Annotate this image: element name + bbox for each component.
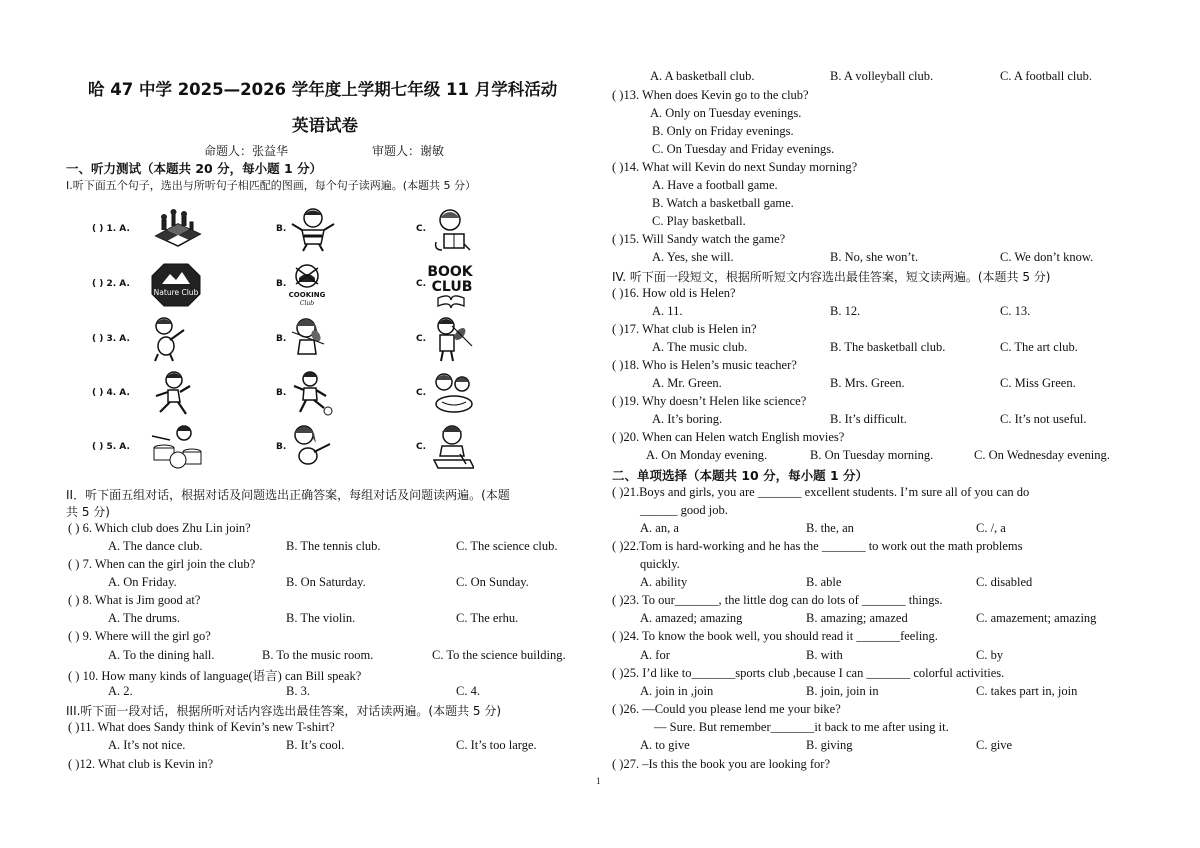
q8-option-a[interactable]: A. The drums. (108, 611, 180, 625)
q11-option-c[interactable]: C. It’s too large. (456, 738, 537, 752)
q17-option-c[interactable]: C. The art club. (1000, 340, 1078, 354)
q16-option-c[interactable]: C. 13. (1000, 304, 1031, 318)
q21-option-c[interactable]: C. /, a (976, 521, 1006, 535)
question-22-line1: ( )22.Tom is hard-working and he has the _______ to work out the math problems (612, 539, 1023, 553)
q20-option-c[interactable]: C. On Wednesday evening. (974, 448, 1110, 462)
setter-name: 命题人：张益华 (204, 144, 289, 158)
football-boy-picture (288, 370, 334, 416)
q15-option-c[interactable]: C. We don’t know. (1000, 250, 1094, 264)
question-25: ( )25. I’d like to_______sports club ,because I can _______ colorful activities. (612, 666, 1005, 680)
q25-option-b[interactable]: B. join, join in (806, 684, 879, 698)
q17-option-b[interactable]: B. The basketball club. (830, 340, 946, 354)
row1-b: B. (276, 224, 287, 234)
q22-option-b[interactable]: B. able (806, 575, 842, 589)
nature-club-text: Nature Club (153, 288, 199, 297)
row3-label: ( ) 3. A. (92, 334, 130, 344)
question-9: ( ) 9. Where will the girl go? (68, 629, 211, 643)
q7-option-c[interactable]: C. On Sunday. (456, 575, 529, 589)
part1-heading: 一、听力测试（本题共 20 分，每小题 1 分） (66, 161, 323, 176)
q14-option-a[interactable]: A. Have a football game. (652, 178, 778, 192)
q7-option-a[interactable]: A. On Friday. (108, 575, 177, 589)
q11-option-a[interactable]: A. It’s not nice. (108, 738, 186, 752)
q9-option-b[interactable]: B. To the music room. (262, 648, 374, 662)
question-26-line2: — Sure. But remember_______it back to me after using it. (654, 720, 949, 734)
q16-option-b[interactable]: B. 12. (830, 304, 861, 318)
q18-option-b[interactable]: B. Mrs. Green. (830, 376, 905, 390)
q8-option-b[interactable]: B. The violin. (286, 611, 356, 625)
q24-option-b[interactable]: B. with (806, 648, 843, 662)
section2-instruction-line2: 共 5 分) (66, 505, 110, 519)
q6-option-c[interactable]: C. The science club. (456, 539, 558, 553)
q7-option-b[interactable]: B. On Saturday. (286, 575, 366, 589)
question-20: ( )20. When can Helen watch English movies? (612, 430, 845, 444)
question-14: ( )14. What will Kevin do next Sunday morning? (612, 160, 858, 174)
row5-b: B. (276, 442, 287, 452)
q18-option-a[interactable]: A. Mr. Green. (652, 376, 722, 390)
girl-guitar-picture (286, 424, 332, 470)
karate-boy-picture (288, 206, 338, 252)
q21-option-a[interactable]: A. an, a (640, 521, 679, 535)
cooking-club-logo-picture (286, 262, 328, 308)
violin-boy-picture (430, 316, 474, 362)
q14-option-c[interactable]: C. Play basketball. (652, 214, 746, 228)
question-13: ( )13. When does Kevin go to the club? (612, 88, 809, 102)
section4-instruction: IV. 听下面一段短文，根据所听短文内容选出最佳答案，短文读两遍。(本题共 5 分) (612, 270, 1051, 284)
section3-instruction: III.听下面一段对话，根据所听对话内容选出最佳答案，对话读两遍。(本题共 5 分) (66, 704, 502, 718)
chessboard-picture (150, 206, 204, 250)
row5-label: ( ) 5. A. (92, 442, 130, 452)
question-10: ( ) 10. How many kinds of language(语言) can Bill speak? (68, 669, 362, 683)
q13-option-c[interactable]: C. On Tuesday and Friday evenings. (652, 142, 835, 156)
q19-option-c[interactable]: C. It’s not useful. (1000, 412, 1087, 426)
q11-option-b[interactable]: B. It’s cool. (286, 738, 345, 752)
q19-option-a[interactable]: A. It’s boring. (652, 412, 723, 426)
q6-option-b[interactable]: B. The tennis club. (286, 539, 381, 553)
q9-option-a[interactable]: A. To the dining hall. (108, 648, 215, 662)
question-21-line2: ______ good job. (640, 503, 728, 517)
section2-instruction-line1: II．听下面五组对话，根据对话及问题选出正确答案，每组对话及问题读两遍。(本题 (66, 488, 510, 502)
q18-option-c[interactable]: C. Miss Green. (1000, 376, 1076, 390)
question-18: ( )18. Who is Helen’s music teacher? (612, 358, 797, 372)
row5-c: C. (416, 442, 427, 452)
row2-c: C. (416, 279, 427, 289)
q6-option-a[interactable]: A. The dance club. (108, 539, 203, 553)
q12-option-b[interactable]: B. A volleyball club. (830, 69, 934, 83)
question-21-line1: ( )21.Boys and girls, you are _______ excellent students. I’m sure all of you can do (612, 485, 1030, 499)
section1-instruction: I.听下面五个句子，选出与所听句子相匹配的图画，每个句子读两遍。(本题共 5 分） (66, 179, 477, 192)
q21-option-b[interactable]: B. the, an (806, 521, 854, 535)
drums-boy-picture (150, 424, 206, 470)
q8-option-c[interactable]: C. The erhu. (456, 611, 519, 625)
q15-option-a[interactable]: A. Yes, she will. (652, 250, 734, 264)
cooking-text: COOKING (288, 291, 326, 299)
q23-option-c[interactable]: C. amazement; amazing (976, 611, 1097, 625)
question-7: ( ) 7. When can the girl join the club? (68, 557, 256, 571)
question-17: ( )17. What club is Helen in? (612, 322, 757, 336)
row1-label: ( ) 1. A. (92, 224, 130, 234)
question-19: ( )19. Why doesn’t Helen like science? (612, 394, 807, 408)
q12-option-a[interactable]: A. A basketball club. (650, 69, 755, 83)
q20-option-b[interactable]: B. On Tuesday morning. (810, 448, 934, 462)
reading-boy-picture (430, 206, 474, 252)
row4-b: B. (276, 388, 287, 398)
q12-option-c[interactable]: C. A football club. (1000, 69, 1093, 83)
q22-option-a[interactable]: A. ability (640, 575, 688, 589)
question-27: ( )27. –Is this the book you are looking for? (612, 757, 831, 771)
q13-option-a[interactable]: A. Only on Tuesday evenings. (650, 106, 802, 120)
running-boy-picture (150, 370, 194, 416)
question-24: ( )24. To know the book well, you should read it _______feeling. (612, 629, 938, 643)
question-6: ( ) 6. Which club does Zhu Lin join? (68, 521, 251, 535)
row3-c: C. (416, 334, 427, 344)
reviewer-name: 审题人：谢敏 (372, 144, 445, 158)
question-23: ( )23. To our_______, the little dog can do lots of _______ things. (612, 593, 943, 607)
part2-heading: 二、单项选择（本题共 10 分，每小题 1 分） (612, 468, 869, 483)
q10-option-c[interactable]: C. 4. (456, 684, 480, 698)
q26-option-c[interactable]: C. give (976, 738, 1013, 752)
violin-girl-picture (286, 316, 328, 362)
row2-b: B. (276, 279, 287, 289)
q25-option-a[interactable]: A. join in ,join (640, 684, 714, 698)
row2-label: ( ) 2. A. (92, 279, 130, 289)
q26-option-b[interactable]: B. giving (806, 738, 853, 752)
q26-option-a[interactable]: A. to give (640, 738, 690, 752)
q20-option-a[interactable]: A. On Monday evening. (646, 448, 768, 462)
q10-option-b[interactable]: B. 3. (286, 684, 310, 698)
q17-option-a[interactable]: A. The music club. (652, 340, 748, 354)
page-number: 1 (596, 776, 601, 786)
q24-option-a[interactable]: A. for (640, 648, 670, 662)
q13-option-b[interactable]: B. Only on Friday evenings. (652, 124, 794, 138)
q10-option-a[interactable]: A. 2. (108, 684, 133, 698)
question-16: ( )16. How old is Helen? (612, 286, 736, 300)
row4-label: ( ) 4. A. (92, 388, 130, 398)
q22-option-c[interactable]: C. disabled (976, 575, 1033, 589)
question-11: ( )11. What does Sandy think of Kevin’s new T-shirt? (68, 720, 335, 734)
question-22-line2: quickly. (640, 557, 680, 571)
q14-option-b[interactable]: B. Watch a basketball game. (652, 196, 794, 210)
book-text: BOOK (427, 264, 473, 280)
question-15: ( )15. Will Sandy watch the game? (612, 232, 786, 246)
row4-c: C. (416, 388, 427, 398)
row3-b: B. (276, 334, 287, 344)
q25-option-c[interactable]: C. takes part in, join (976, 684, 1078, 698)
question-12: ( )12. What club is Kevin in? (68, 757, 214, 771)
q24-option-c[interactable]: C. by (976, 648, 1004, 662)
exam-subtitle: 英语试卷 (292, 116, 358, 135)
q23-option-b[interactable]: B. amazing; amazed (806, 611, 908, 625)
guitar-boy-picture (148, 316, 188, 362)
nature-club-sign-picture (150, 262, 202, 308)
q16-option-a[interactable]: A. 11. (652, 304, 683, 318)
q23-option-a[interactable]: A. amazed; amazing (640, 611, 743, 625)
q15-option-b[interactable]: B. No, she won’t. (830, 250, 918, 264)
club-big-text: CLUB (431, 279, 473, 295)
cooking-kids-picture (428, 370, 480, 416)
writing-boy-picture (430, 424, 474, 470)
row1-c: C. (416, 224, 427, 234)
exam-title: 哈 47 中学 2025—2026 学年度上学期七年级 11 月学科活动 (88, 80, 558, 99)
question-8: ( ) 8. What is Jim good at? (68, 593, 201, 607)
question-26-line1: ( )26. —Could you please lend me your bike? (612, 702, 841, 716)
book-club-logo-picture (426, 260, 476, 310)
q19-option-b[interactable]: B. It’s difficult. (830, 412, 907, 426)
q9-option-c[interactable]: C. To the science building. (432, 648, 566, 662)
club-small-text: Club (299, 300, 315, 307)
